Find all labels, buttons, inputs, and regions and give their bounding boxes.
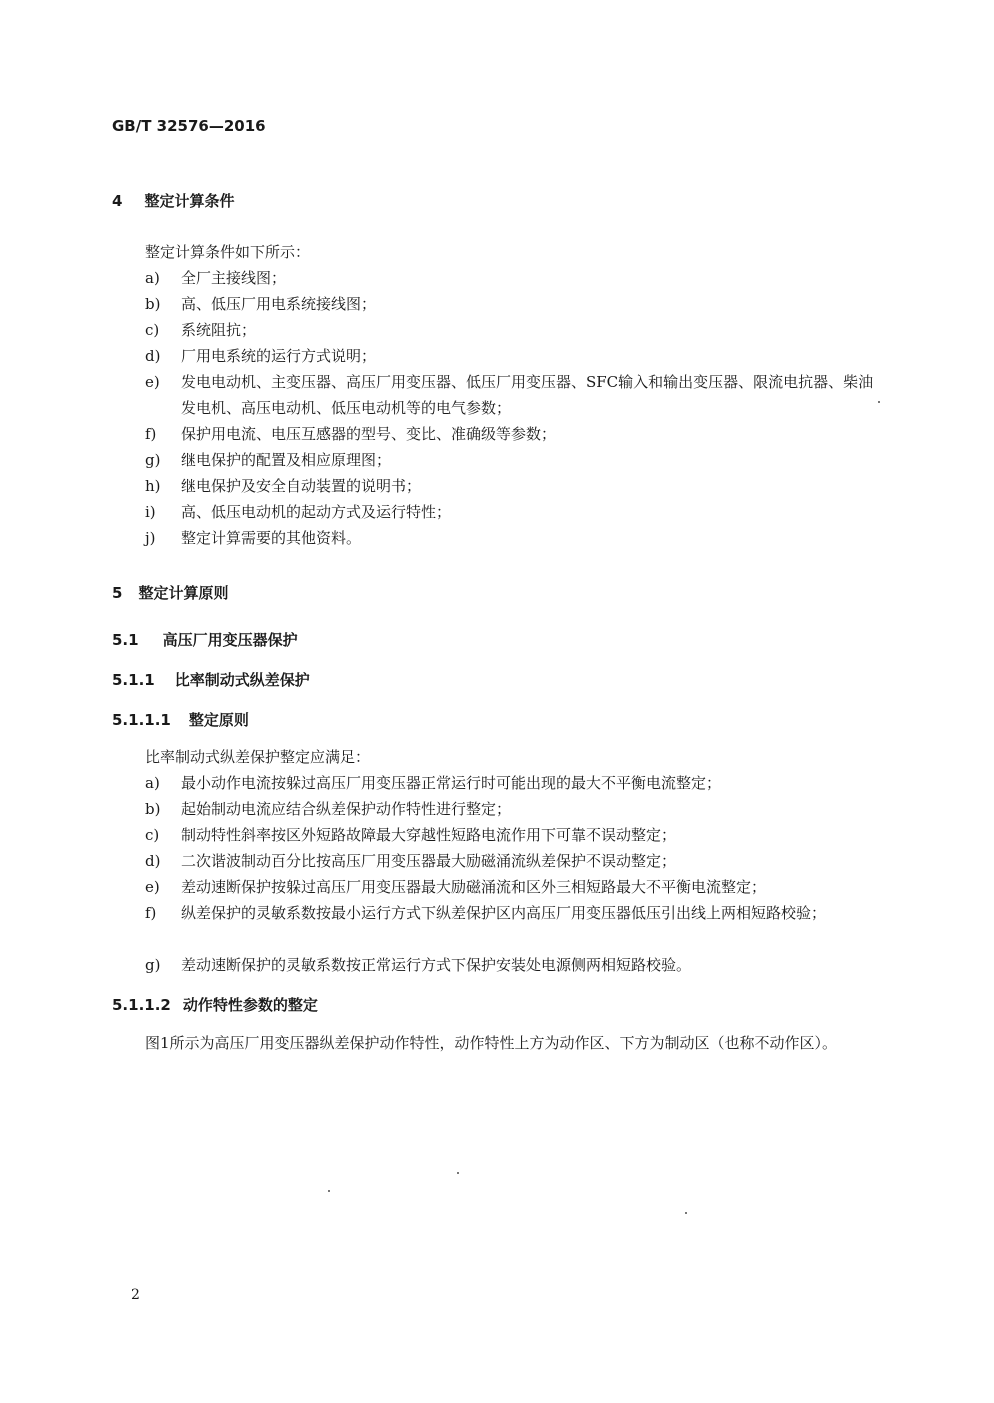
item-text: 最小动作电流按躲过高压厂用变压器正常运行时可能出现的最大不平衡电流整定；	[181, 774, 722, 792]
scan-speck	[457, 1172, 459, 1174]
list-item	[145, 265, 885, 291]
list-item	[145, 874, 885, 900]
item-label: j)	[145, 529, 156, 547]
section-number: 5	[112, 584, 123, 602]
item-label: c)	[145, 321, 160, 339]
section-4-intro: 整定计算条件如下所示：	[145, 243, 311, 261]
item-label: b)	[145, 800, 161, 818]
item-label: h)	[145, 477, 161, 495]
list-item	[145, 770, 885, 796]
item-text: 高、低压厂用电系统接线图；	[181, 295, 377, 313]
item-label: f)	[145, 904, 157, 922]
item-label: g)	[145, 956, 161, 974]
section-title: 整定原则	[188, 711, 249, 729]
item-text: 继电保护的配置及相应原理图；	[181, 451, 392, 469]
item-label: e)	[145, 373, 160, 391]
item-text: 厂用电系统的运行方式说明；	[181, 347, 377, 365]
item-label: i)	[145, 503, 156, 521]
list-item	[145, 952, 885, 978]
section-title: 比率制动式纵差保护	[174, 671, 310, 689]
scan-speck	[685, 1212, 687, 1214]
section-title: 动作特性参数的整定	[182, 996, 318, 1014]
list-item	[145, 848, 885, 874]
scan-speck	[328, 1190, 330, 1192]
scan-speck	[878, 401, 880, 403]
item-label: a)	[145, 269, 160, 287]
item-text: 纵差保护的灵敏系数按最小运行方式下纵差保护区内高压厂用变压器低压引出线上两相短路校验；	[181, 904, 827, 922]
section-title: 整定计算原则	[138, 584, 229, 602]
item-label: g)	[145, 451, 161, 469]
item-label: c)	[145, 826, 160, 844]
list-item	[145, 421, 885, 447]
item-text: 系统阻抗；	[181, 321, 257, 339]
section-5-1-1-2-heading	[112, 994, 318, 1015]
item-text: 差动速断保护的灵敏系数按正常运行方式下保护安装处电源侧两相短路校验。	[181, 956, 692, 974]
list-item	[145, 796, 885, 822]
item-text: 差动速断保护按躲过高压厂用变压器最大励磁涌流和区外三相短路最大不平衡电流整定；	[181, 878, 767, 896]
list-item	[145, 900, 885, 926]
item-label: d)	[145, 347, 161, 365]
section-5-1-heading	[112, 629, 298, 650]
item-text: 保护用电流、电压互感器的型号、变比、准确级等参数；	[181, 425, 557, 443]
list-item	[145, 343, 885, 369]
section-5-1-1-1-heading	[112, 709, 249, 730]
section-number: 5.1.1.2	[112, 996, 171, 1014]
item-label: d)	[145, 852, 161, 870]
list-item	[145, 291, 885, 317]
standard-number: GB/T 32576—2016	[112, 117, 266, 135]
item-text: 高、低压电动机的起动方式及运行特性；	[181, 503, 452, 521]
item-label: f)	[145, 425, 157, 443]
list-item	[145, 473, 885, 499]
item-text: 起始制动电流应结合纵差保护动作特性进行整定；	[181, 800, 512, 818]
section-title: 整定计算条件	[144, 192, 235, 210]
section-number: 5.1.1.1	[112, 711, 171, 729]
section-5-1-1-2-paragraph: 图1所示为高压厂用变压器纵差保护动作特性，动作特性上方为动作区、下方为制动区（也称不动作区）。	[145, 1034, 838, 1052]
section-number: 5.1	[112, 631, 139, 649]
item-text: 继电保护及安全自动装置的说明书；	[181, 477, 422, 495]
section-number: 5.1.1	[112, 671, 155, 689]
item-text: 制动特性斜率按区外短路故障最大穿越性短路电流作用下可靠不误动整定；	[181, 826, 677, 844]
section-title: 高压厂用变压器保护	[162, 631, 298, 649]
list-item	[145, 369, 885, 421]
section-5-heading	[112, 582, 228, 603]
section-5-1-1-heading	[112, 669, 310, 690]
section-5-1-1-1-intro: 比率制动式纵差保护整定应满足：	[145, 748, 371, 766]
item-text: 二次谐波制动百分比按高压厂用变压器最大励磁涌流纵差保护不误动整定；	[181, 852, 677, 870]
item-text: 发电电动机、主变压器、高压厂用变压器、低压厂用变压器、SFC输入和输出变压器、限流电抗器、柴油发电机、高压电动机、低压电动机等的电气参数；	[181, 373, 874, 417]
item-label: b)	[145, 295, 161, 313]
list-item	[145, 447, 885, 473]
item-label: e)	[145, 878, 160, 896]
list-item	[145, 822, 885, 848]
item-label: a)	[145, 774, 160, 792]
item-text: 全厂主接线图；	[181, 269, 287, 287]
section-number: 4	[112, 192, 123, 210]
section-4-heading	[112, 190, 234, 211]
page-number: 2	[131, 1287, 140, 1303]
list-item	[145, 317, 885, 343]
list-item	[145, 525, 885, 551]
item-text: 整定计算需要的其他资料。	[181, 529, 362, 547]
list-item	[145, 499, 885, 525]
